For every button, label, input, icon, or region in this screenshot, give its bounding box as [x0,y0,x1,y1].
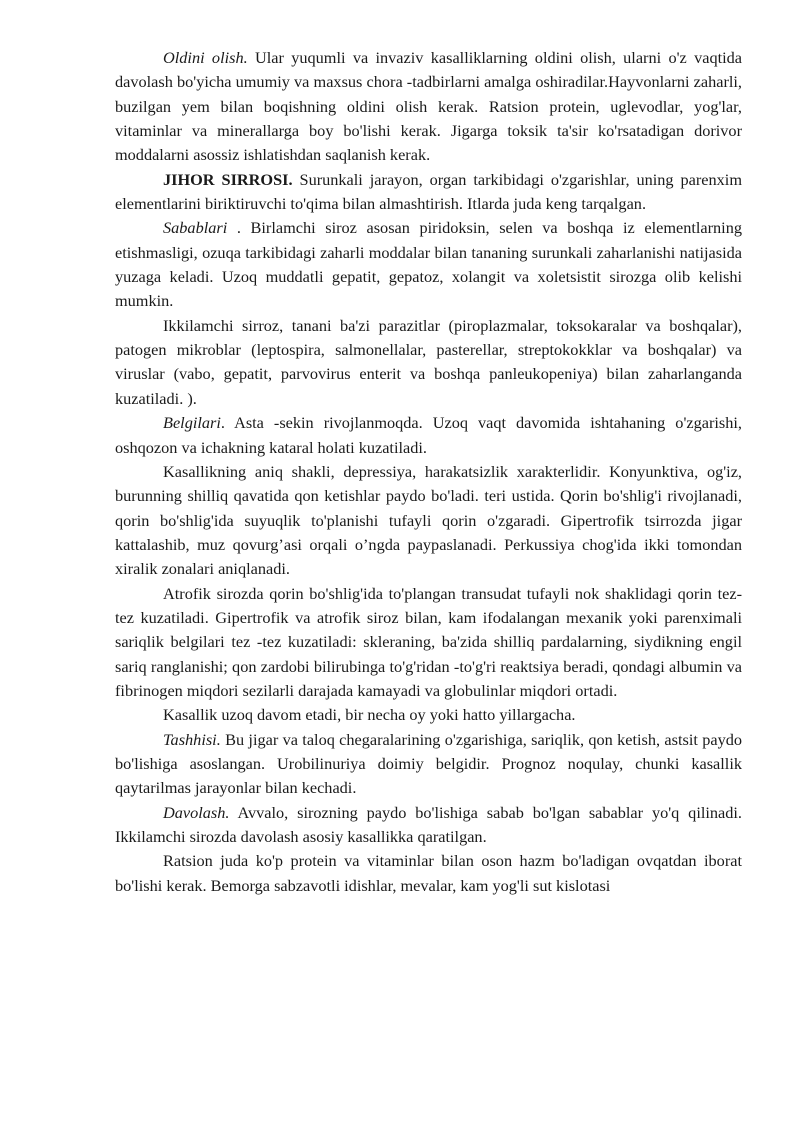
paragraph-diet [115,849,742,898]
text-atrophic: Atrofik sirozda qorin bo'shlig'ida to'plangan transudat tufayli nok shaklidagi qorin tez-tez kuzatiladi. Gipertrofik va atrofik siroz bilan, kam ifodalangan mexanik yoki parenximali sariqlik belgilari tez -tez kuzatiladi: skleraning, ba'zida shilliq pardalarning, siydikning engil sariq ranglanishi; qon zardobi bilirubinga to'g'ridan -to'g'ri reaktsiya beradi, qondagi albumin va fibrinogen miqdori sezilarli darajada kamayadi va globulinlar miqdori ortadi. [115,583,742,700]
text-treatment: Avvalo, sirozning paydo bo'lishiga sabab bo'lgan sabablar yo'q qilinadi. Ikkilamchi sirozda davolash asosiy kasallikka qaratilgan. [115,802,742,846]
paragraph-signs [115,411,742,460]
paragraph-diagnosis [115,728,742,801]
paragraph-disease-form [115,460,742,582]
text-signs: . Asta -sekin rivojlanmoqda. Uzoq vaqt davomida ishtahaning o'zgarishi, oshqozon va ichakning kataral holati kuzatiladi. [115,413,742,457]
text-diagnosis: Bu jigar va taloq chegaralarining o'zgarishiga, sariqlik, qon ketish, astsit paydo bo'lishiga asoslangan. Urobilinuriya doimiy belgidir. Prognoz noqulay, chunki kasallik qaytarilmas jarayonlar bilan kechadi. [115,729,742,798]
text-prevention: Ular yuqumli va invaziv kasalliklarning oldini olish, ularni o'z vaqtida davolash bo'yicha umumiy va maxsus chora -tadbirlarni amalga oshiradilar.Hayvonlarni zaharli, buzilgan yem bilan boqishning oldini olish kerak. Ratsion protein, uglevodlar, yog'lar, vitaminlar va minerallarga boy bo'lishi kerak. Jigarga toksik ta'sir ko'rsatadigan dorivor moddalarni asossiz ishlatishdan saqlanish kerak. [115,48,742,165]
heading-causes: Sabablari [163,218,228,238]
text-secondary-cirrhosis: Ikkilamchi sirroz, tanani ba'zi parazitlar (piroplazmalar, toksokaralar va boshqalar), patogen mikroblar (leptospira, salmonellalar, pasterellar, streptokokklar va boshqalar) va viruslar (vabo, gepatit, parvovirus enterit va boshqa panleukopeniya) bilan zaharlanganda kuzatiladi. ). [115,315,742,408]
paragraph-causes [115,216,742,313]
paragraph-treatment [115,801,742,850]
heading-diagnosis: Tashhisi. [163,729,221,749]
paragraph-secondary-cirrhosis [115,314,742,411]
heading-prevention: Oldini olish. [163,48,248,67]
heading-cirrhosis: JIHOR SIRROSI. [163,169,293,189]
paragraph-prevention [115,46,742,168]
text-disease-form: Kasallikning aniq shakli, depressiya, harakatsizlik xarakterlidir. Konyunktiva, og'iz, burunning shilliq qavatida qon ketishlar paydo bo'ladi. teri ustida. Qorin bo'shlig'i rivojlanadi, qorin bo'shlig'ida suyuqlik to'planishi tufayli qorin o'zgaradi. Gipertrofik tsirrozda jigar kattalashib, muz qovurg’asi orqali o’ngda paypaslanadi. Perkussiya chog'ida ikki tomondan xiralik zonalari aniqlanadi. [115,461,742,579]
paragraph-cirrhosis-title [115,168,742,217]
paragraph-atrophic [115,582,742,704]
heading-treatment: Davolash. [163,802,230,822]
text-causes: . Birlamchi siroz asosan piridoksin, selen va boshqa iz elementlarning etishmasligi, ozuqa tarkibidagi zaharli moddalar bilan tananing surunkali zaharlanishi natijasida yuzaga keladi. Uzoq muddatli gepatit, gepatoz, xolangit va xoletsistit sirozga olib kelishi mumkin. [115,218,742,311]
paragraph-duration [115,703,742,727]
text-cirrhosis: Surunkali jarayon, organ tarkibidagi o'zgarishlar, uning parenxim elementlarini biriktiruvchi to'qima bilan almashtirish. Itlarda juda keng tarqalgan. [115,169,742,214]
document-page [115,46,742,898]
text-diet: Ratsion juda ko'p protein va vitaminlar bilan oson hazm bo'ladigan ovqatdan iborat bo'lishi kerak. Bemorga sabzavotli idishlar, mevalar, kam yog'li sut kislotasi [115,851,742,895]
heading-signs: Belgilari [163,413,221,433]
text-duration: Kasallik uzoq davom etadi, bir necha oy yoki hatto yillargacha. [163,705,576,725]
